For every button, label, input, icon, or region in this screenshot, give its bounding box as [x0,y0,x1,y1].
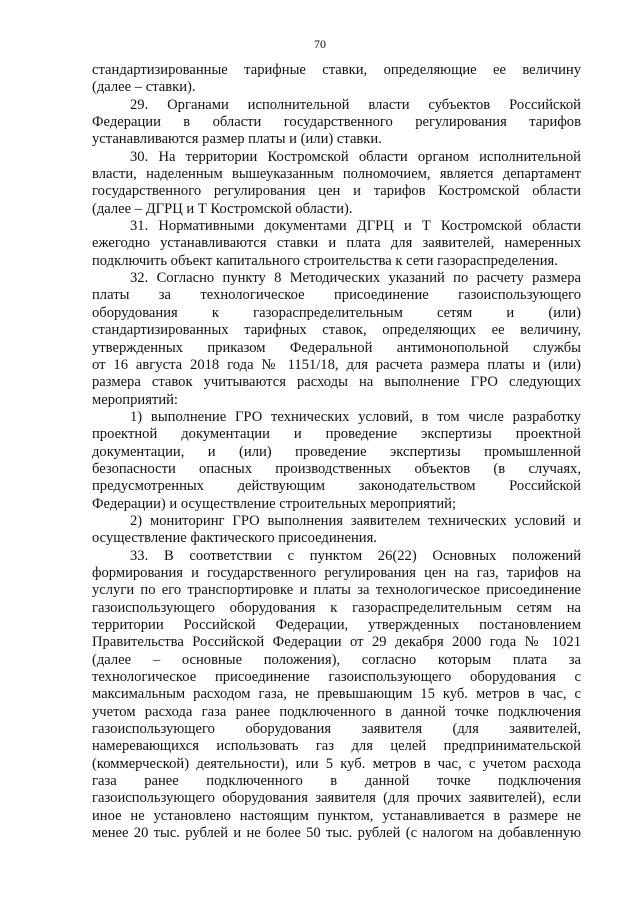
text-line: 29. Органами исполнительной власти субъектов Российской [130,96,581,113]
text-line: услуги по его транспортировке и платы за технологическое присоединение [92,582,581,599]
text-line: учетом расхода газа ранее подключенного в данной точке подключения [92,703,581,720]
text-line: стандартизированные тарифные ставки, определяющие ее величину [92,62,581,78]
text-line: газа ранее подключенного в данной точке подключения [92,773,581,790]
text-line: газоиспользующего оборудования заявителя (для прочих заявителей), если [92,790,581,807]
document-body [92,62,581,842]
text-line: иное не установлено настоящим пунктом, устанавливается в размере не [92,807,581,824]
text-line: (коммерческой) деятельности), или 5 куб. метров в час, с учетом расхода [92,755,581,772]
paragraph-p31 [92,218,581,270]
text-line: стандартизированных тарифных ставок, определяющих ее величину, [92,322,581,339]
text-line: 2) мониторинг ГРО выполнения заявителем технических условий и [130,512,581,529]
text-line: платы за технологическое присоединение газоиспользующего [92,287,581,304]
text-line: Федерации) и осуществление строительных мероприятий; [92,495,457,512]
text-line: подключить объект капитального строительства к сети газораспределения. [92,252,558,269]
text-line: государственного регулирования цен и тарифов Костромской области [92,183,581,200]
text-line: безопасности опасных производственных объектов (в случаях, [92,460,581,477]
text-line: 30. На территории Костромской области органом исполнительной [130,148,581,165]
text-line: 32. Согласно пункту 8 Методических указаний по расчету размера [130,270,581,287]
text-line: 1) выполнение ГРО технических условий, в том числе разработку [130,408,581,425]
text-line: проектной документации и проведение экспертизы проектной [92,426,581,443]
text-line: менее 20 тыс. рублей и не более 50 тыс. рублей (с налогом на добавленную [92,825,581,842]
text-line: технологическое присоединение газоиспользующего оборудования с [92,669,581,686]
text-line: размера ставок учитываются расходы на выполнение ГРО следующих [92,374,581,391]
text-line: Правительства Российской Федерации от 29 декабря 2000 года № 1021 [92,634,581,651]
text-line: устанавливаются размер платы и (или) ставки. [92,131,382,148]
paragraph-p-cont [92,62,581,97]
text-line: (далее – основные положения), согласно которым плата за [92,651,581,668]
text-line: территории Российской Федерации, утвержденных постановлением [92,617,581,633]
text-line: от 16 августа 2018 года № 1151/18, для расчета размера платы и (или) [92,356,581,373]
text-line: (далее – ДГРЦ и Т Костромской области). [92,200,353,217]
text-line: формирования и государственного регулирования цен на газ, тарифов на [92,564,581,581]
text-line: намеревающихся использовать газ для целей предпринимательской [92,738,581,755]
text-line: 31. Нормативными документами ДГРЦ и Т Костромской области [130,218,581,235]
text-line: (далее – ставки). [92,79,196,96]
text-line: предусмотренных действующим законодательством Российской [92,478,581,495]
text-line: мероприятий: [92,391,178,408]
paragraph-p32-1 [92,409,581,513]
text-line: 33. В соответствии с пунктом 26(22) Основных положений [130,547,581,564]
paragraph-p32 [92,270,581,409]
page-number: 70 [314,37,326,51]
text-line: максимальным расходом газа, не превышающим 15 куб. метров в час, с [92,686,581,703]
text-line: власти, наделенным вышеуказанным полномочием, является департамент [92,166,581,183]
paragraph-p33 [92,548,581,843]
text-line: утвержденных приказом Федеральной антимонопольной службы [92,339,581,356]
text-line: газоиспользующего оборудования заявителя (для заявителей, [92,721,581,738]
text-line: оборудования к газораспределительным сетям и (или) [92,304,581,321]
text-line: осуществление фактического присоединения. [92,530,377,547]
paragraph-p32-2 [92,513,581,548]
text-line: документации, и (или) проведение экспертизы промышленной [92,443,581,460]
text-line: ежегодно устанавливаются ставки и плата для заявителей, намеренных [92,235,581,252]
text-line: газоиспользующего оборудования к газораспределительным сетям на [92,599,581,616]
paragraph-p29 [92,97,581,149]
paragraph-p30 [92,149,581,218]
text-line: Федерации в области государственного регулирования тарифов [92,114,581,131]
